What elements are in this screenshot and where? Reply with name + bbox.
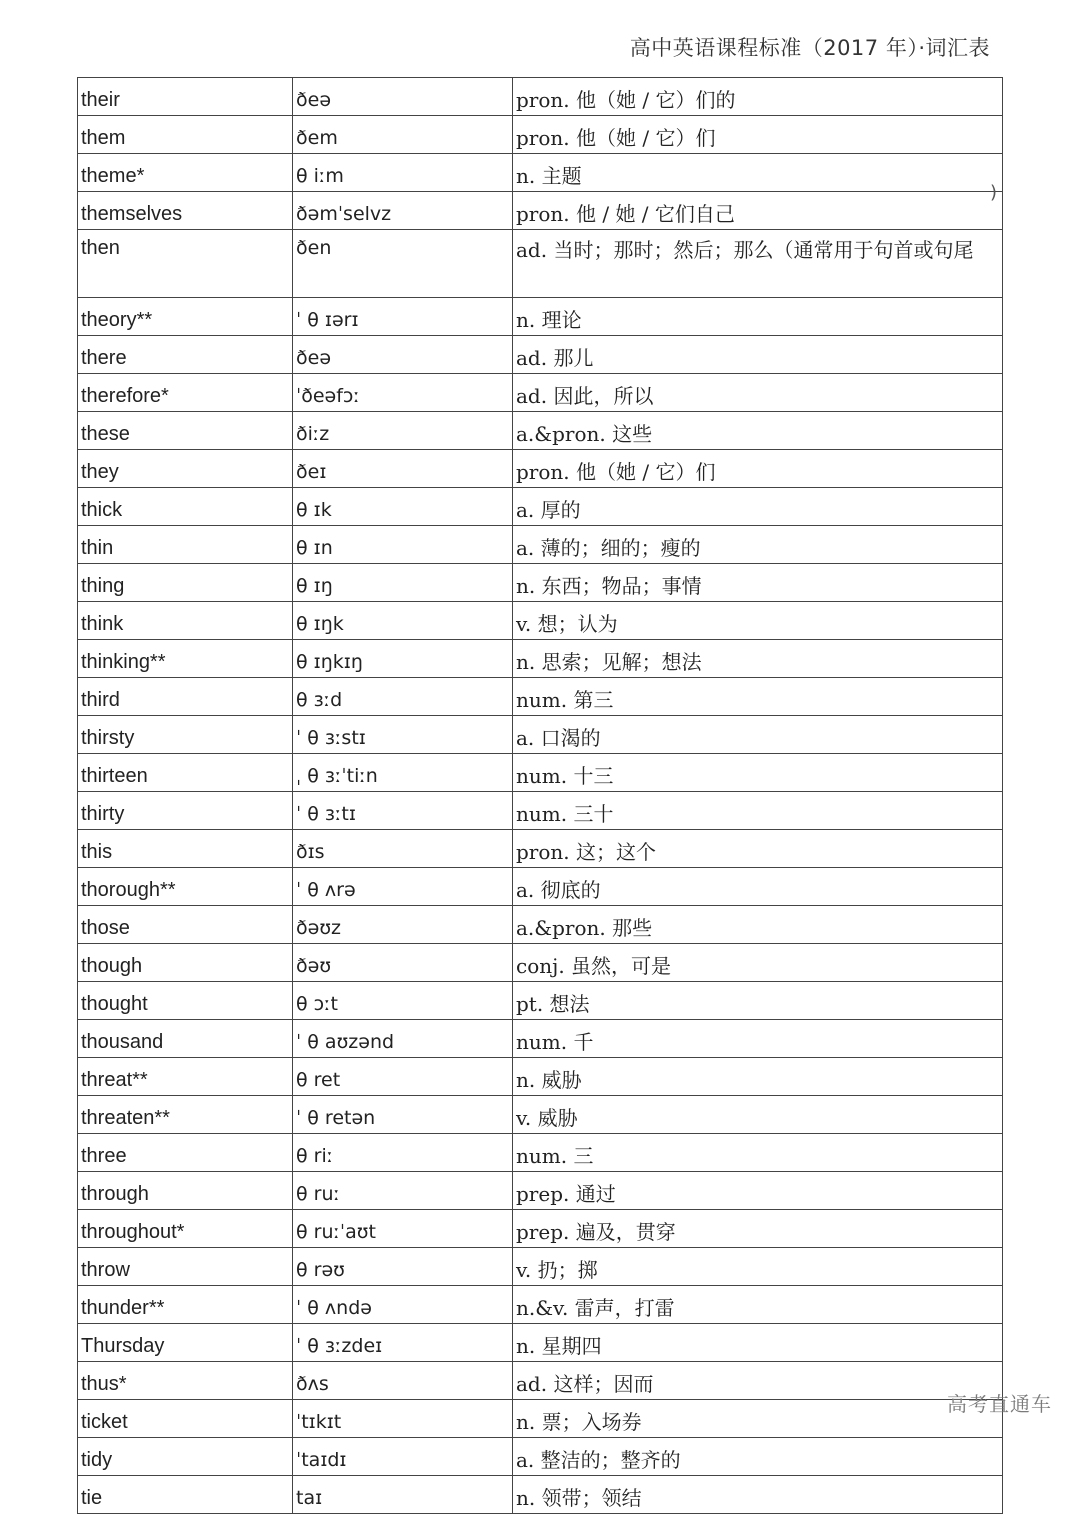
phonetic-cell: θ rəʊ <box>293 1248 513 1286</box>
phonetic-cell: θ ɪŋ <box>293 564 513 602</box>
phonetic-cell: ˈ θ ɜːstɪ <box>293 716 513 754</box>
definition-cell: a. 整洁的；整齐的 <box>513 1438 1003 1476</box>
word-cell: thirteen <box>78 754 293 792</box>
word-cell: thorough** <box>78 868 293 906</box>
table-row <box>78 1248 1003 1286</box>
word-cell: thinking** <box>78 640 293 678</box>
word-cell: ticket <box>78 1400 293 1438</box>
word-cell: tie <box>78 1476 293 1514</box>
definition-cell: n. 星期四 <box>513 1324 1003 1362</box>
phonetic-cell: ðiːz <box>293 412 513 450</box>
phonetic-cell: ðen <box>293 230 513 298</box>
phonetic-cell: ðʌs <box>293 1362 513 1400</box>
phonetic-cell: ˈtaɪdɪ <box>293 1438 513 1476</box>
definition-cell: n.&v. 雷声，打雷 <box>513 1286 1003 1324</box>
phonetic-cell: ˈ θ aʊzənd <box>293 1020 513 1058</box>
definition-cell: n. 领带；领结 <box>513 1476 1003 1514</box>
word-cell: thunder** <box>78 1286 293 1324</box>
definition-cell: num. 第三 <box>513 678 1003 716</box>
phonetic-cell: θ iːm <box>293 154 513 192</box>
table-row <box>78 792 1003 830</box>
table-row <box>78 1134 1003 1172</box>
phonetic-cell: ðeə <box>293 336 513 374</box>
table-row <box>78 450 1003 488</box>
table-row <box>78 412 1003 450</box>
definition-cell: pron. 这；这个 <box>513 830 1003 868</box>
word-cell: three <box>78 1134 293 1172</box>
definition-cell: ad. 当时；那时；然后；那么（通常用于句首或句尾 <box>513 230 1003 298</box>
phonetic-cell: taɪ <box>293 1476 513 1514</box>
word-cell: their <box>78 78 293 116</box>
word-cell: thus* <box>78 1362 293 1400</box>
word-cell: thousand <box>78 1020 293 1058</box>
phonetic-cell: θ ɔːt <box>293 982 513 1020</box>
phonetic-cell: ðem <box>293 116 513 154</box>
phonetic-cell: ðeə <box>293 78 513 116</box>
phonetic-cell: θ ɪk <box>293 488 513 526</box>
definition-cell: pron. 他 / 她 / 它们自己 <box>513 192 1003 230</box>
table-row <box>78 1362 1003 1400</box>
word-cell: they <box>78 450 293 488</box>
definition-cell: n. 思索；见解；想法 <box>513 640 1003 678</box>
definition-cell: a.&pron. 这些 <box>513 412 1003 450</box>
table-row <box>78 78 1003 116</box>
table-row <box>78 678 1003 716</box>
word-cell: them <box>78 116 293 154</box>
definition-cell: num. 三 <box>513 1134 1003 1172</box>
word-cell: thirsty <box>78 716 293 754</box>
word-cell: therefore* <box>78 374 293 412</box>
phonetic-cell: ˈ θ ʌndə <box>293 1286 513 1324</box>
phonetic-cell: ˌ θ ɜːˈtiːn <box>293 754 513 792</box>
word-cell: think <box>78 602 293 640</box>
phonetic-cell: ˈ θ ɜːzdeɪ <box>293 1324 513 1362</box>
table-row <box>78 1400 1003 1438</box>
phonetic-cell: θ ɪŋkɪŋ <box>293 640 513 678</box>
table-row <box>78 374 1003 412</box>
table-row <box>78 1286 1003 1324</box>
word-cell: theme* <box>78 154 293 192</box>
word-cell: threaten** <box>78 1096 293 1134</box>
word-cell: these <box>78 412 293 450</box>
word-cell: thought <box>78 982 293 1020</box>
table-row <box>78 336 1003 374</box>
word-cell: themselves <box>78 192 293 230</box>
table-row <box>78 1172 1003 1210</box>
word-cell: throw <box>78 1248 293 1286</box>
table-row <box>78 1476 1003 1514</box>
table-row <box>78 754 1003 792</box>
definition-cell: v. 威胁 <box>513 1096 1003 1134</box>
phonetic-cell: θ ruːˈaʊt <box>293 1210 513 1248</box>
table-row <box>78 564 1003 602</box>
word-cell: theory** <box>78 298 293 336</box>
table-row <box>78 488 1003 526</box>
phonetic-cell: θ ret <box>293 1058 513 1096</box>
table-row <box>78 154 1003 192</box>
definition-cell: num. 三十 <box>513 792 1003 830</box>
phonetic-cell: ˈtɪkɪt <box>293 1400 513 1438</box>
word-cell: threat** <box>78 1058 293 1096</box>
phonetic-cell: ˈ θ ɜːtɪ <box>293 792 513 830</box>
table-row <box>78 716 1003 754</box>
phonetic-cell: θ riː <box>293 1134 513 1172</box>
definition-cell: a. 厚的 <box>513 488 1003 526</box>
table-row <box>78 602 1003 640</box>
phonetic-cell: ðəmˈselvz <box>293 192 513 230</box>
table-row <box>78 868 1003 906</box>
word-cell: Thursday <box>78 1324 293 1362</box>
definition-cell: num. 千 <box>513 1020 1003 1058</box>
definition-cell: a.&pron. 那些 <box>513 906 1003 944</box>
definition-cell: conj. 虽然，可是 <box>513 944 1003 982</box>
word-cell: thin <box>78 526 293 564</box>
word-cell: third <box>78 678 293 716</box>
definition-cell: pron. 他（她 / 它）们的 <box>513 78 1003 116</box>
phonetic-cell: ˈ θ ʌrə <box>293 868 513 906</box>
phonetic-cell: ðəʊ <box>293 944 513 982</box>
phonetic-cell: ðɪs <box>293 830 513 868</box>
definition-cell: pron. 他（她 / 它）们 <box>513 116 1003 154</box>
table-row <box>78 298 1003 336</box>
phonetic-cell: ˈ θ retən <box>293 1096 513 1134</box>
table-row <box>78 230 1003 298</box>
definition-cell: pron. 他（她 / 它）们 <box>513 450 1003 488</box>
definition-cell: ad. 那儿 <box>513 336 1003 374</box>
word-cell: this <box>78 830 293 868</box>
phonetic-cell: ˈðeəfɔː <box>293 374 513 412</box>
watermark-text: 高考直通车 <box>947 1392 1052 1416</box>
table-row <box>78 830 1003 868</box>
table-row <box>78 1020 1003 1058</box>
page-header-title: 高中英语课程标准（2017 年）·词汇表 <box>629 36 990 60</box>
word-cell: throughout* <box>78 1210 293 1248</box>
stray-parenthesis-mark: ) <box>990 182 998 203</box>
word-cell: through <box>78 1172 293 1210</box>
definition-cell: ad. 这样；因而 <box>513 1362 1003 1400</box>
phonetic-cell: ðəʊz <box>293 906 513 944</box>
word-cell: tidy <box>78 1438 293 1476</box>
table-row <box>78 1096 1003 1134</box>
definition-cell: v. 想；认为 <box>513 602 1003 640</box>
definition-cell: n. 票；入场券 <box>513 1400 1003 1438</box>
definition-cell: a. 彻底的 <box>513 868 1003 906</box>
definition-cell: pt. 想法 <box>513 982 1003 1020</box>
vocabulary-table <box>77 77 1003 1514</box>
phonetic-cell: θ ɪŋk <box>293 602 513 640</box>
definition-cell: ad. 因此，所以 <box>513 374 1003 412</box>
word-cell: those <box>78 906 293 944</box>
table-row <box>78 192 1003 230</box>
definition-cell: num. 十三 <box>513 754 1003 792</box>
phonetic-cell: ðeɪ <box>293 450 513 488</box>
table-row <box>78 116 1003 154</box>
phonetic-cell: θ ɜːd <box>293 678 513 716</box>
table-row <box>78 1210 1003 1248</box>
definition-cell: prep. 遍及，贯穿 <box>513 1210 1003 1248</box>
definition-cell: n. 东西；物品；事情 <box>513 564 1003 602</box>
table-row <box>78 526 1003 564</box>
definition-cell: a. 口渴的 <box>513 716 1003 754</box>
table-row <box>78 906 1003 944</box>
word-cell: thick <box>78 488 293 526</box>
word-cell: then <box>78 230 293 298</box>
definition-cell: v. 扔；掷 <box>513 1248 1003 1286</box>
phonetic-cell: θ ɪn <box>293 526 513 564</box>
word-cell: there <box>78 336 293 374</box>
definition-cell: a. 薄的；细的；瘦的 <box>513 526 1003 564</box>
definition-cell: n. 理论 <box>513 298 1003 336</box>
phonetic-cell: ˈ θ ɪərɪ <box>293 298 513 336</box>
table-row <box>78 944 1003 982</box>
word-cell: thing <box>78 564 293 602</box>
vocabulary-table-body <box>78 78 1003 1514</box>
phonetic-cell: θ ruː <box>293 1172 513 1210</box>
word-cell: though <box>78 944 293 982</box>
definition-cell: prep. 通过 <box>513 1172 1003 1210</box>
definition-cell: n. 威胁 <box>513 1058 1003 1096</box>
table-row <box>78 640 1003 678</box>
word-cell: thirty <box>78 792 293 830</box>
table-row <box>78 1438 1003 1476</box>
definition-cell: n. 主题 <box>513 154 1003 192</box>
table-row <box>78 1058 1003 1096</box>
table-row <box>78 1324 1003 1362</box>
table-row <box>78 982 1003 1020</box>
